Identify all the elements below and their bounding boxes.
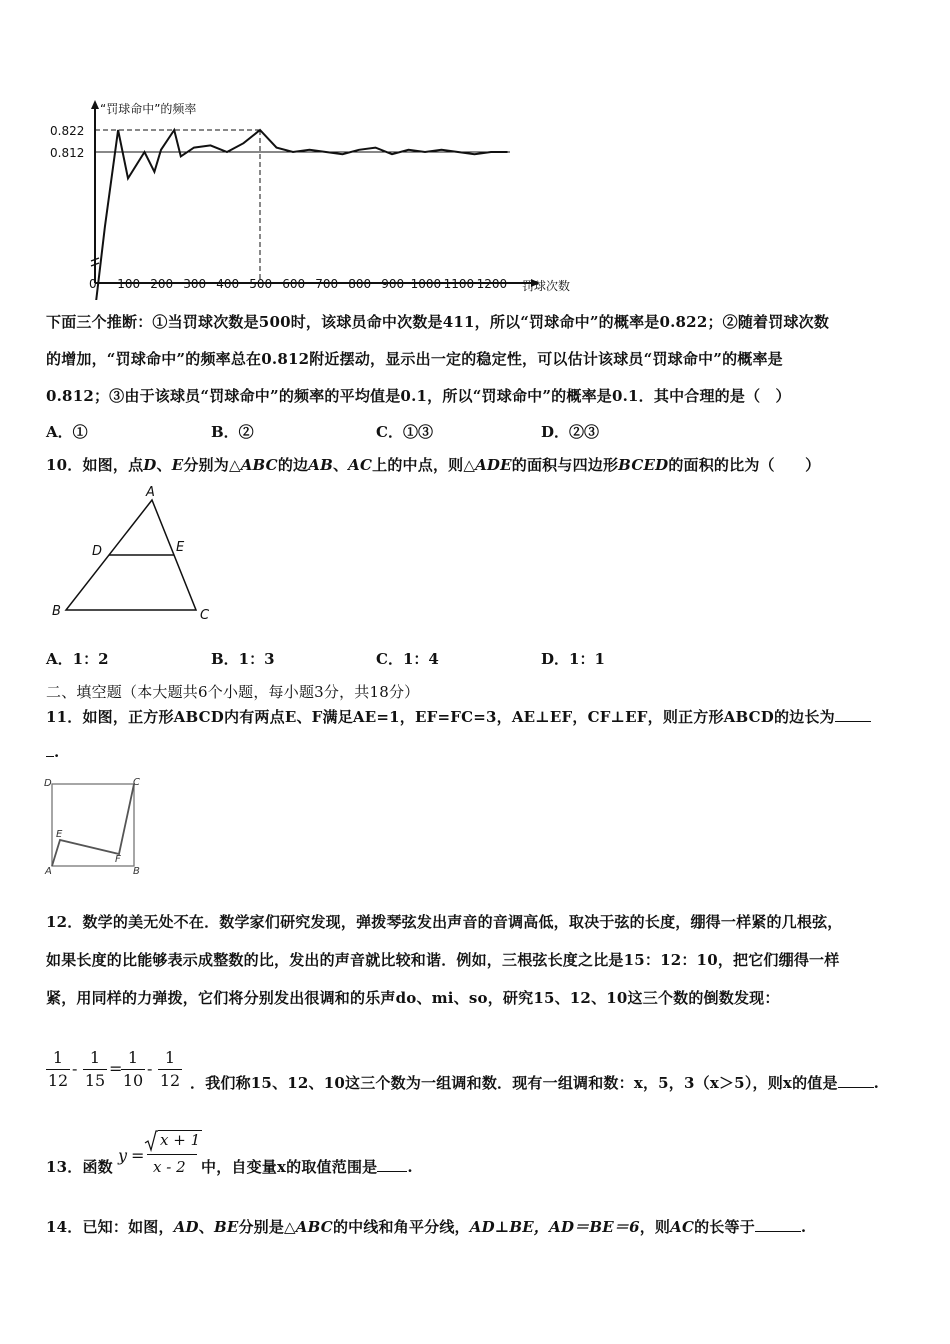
- label-b: B: [52, 604, 61, 619]
- frequency-chart: [40, 95, 600, 300]
- q12-minus-1: -: [72, 1059, 78, 1078]
- x-tick-300: 300: [183, 277, 207, 291]
- q9-stem-line-3: 0.812；③由于该球员“罚球命中”的频率的平均值是0.1，所以“罚球命中”的概率是0.1．其中合理的是（ ）: [46, 387, 791, 405]
- label-f: F: [115, 854, 121, 865]
- q9-option-c: C．①③: [376, 423, 433, 441]
- x-tick-900: 900: [381, 277, 405, 291]
- section-2-heading: 二、填空题（本大题共6个小题，每小题3分，共18分）: [46, 683, 420, 701]
- q9-option-d: D．②③: [541, 423, 600, 441]
- x-axis-label: 罚球次数: [522, 279, 571, 293]
- x-tick-100: 100: [117, 277, 141, 291]
- x-tick-600: 600: [282, 277, 306, 291]
- label-d: D: [92, 544, 103, 559]
- square-abcd: [52, 784, 134, 866]
- q10-triangle-figure: [44, 483, 224, 628]
- x-tick-200: 200: [150, 277, 174, 291]
- x-tick-700: 700: [315, 277, 339, 291]
- q13-fraction-bar: [147, 1154, 197, 1155]
- q12-fraction-2: 1 15: [84, 1048, 106, 1090]
- x-tick-400: 400: [216, 277, 240, 291]
- q14-stem: 14．已知：如图，AD、BE分别是△ABC的中线和角平分线，AD⊥BE，AD＝BE＝6，则AC的长等于 .: [46, 1218, 807, 1236]
- y-tick-0812: 0.812: [50, 146, 85, 160]
- label-c: C: [200, 608, 210, 623]
- q12-fraction-4: 1 12: [159, 1048, 181, 1090]
- q11-stem-end: .: [46, 742, 59, 761]
- x-tick-1000: 1000: [410, 277, 442, 291]
- q12-line-4: ．我们称15、12、10这三个数为一组调和数．现有一组调和数：x，5，3（x＞5），则x的值是 .: [190, 1074, 880, 1092]
- q10-stem: 10．如图，点D、E分别为△ABC的边AB、AC上的中点，则△ADE的面积与四边形BCED的面积的比为（ ）: [46, 456, 821, 474]
- q12-minus-2: -: [147, 1059, 153, 1078]
- q11-stem: 11．如图，正方形ABCD内有两点E、F满足AE=1，EF=FC=3，AE⊥EF，CF⊥EF，则正方形ABCD的边长为: [46, 706, 871, 727]
- q12-line-3: 紧，用同样的力弹拨，它们将分别发出很调和的乐声do、mi、so，研究15、12、10这三个数的倒数发现：: [46, 989, 780, 1007]
- label-b: B: [133, 866, 140, 876]
- x-tick-1100: 1100: [443, 277, 475, 291]
- q12-fraction-3: 1 10: [122, 1048, 144, 1090]
- label-a: A: [146, 485, 155, 500]
- label-e: E: [56, 829, 63, 840]
- label-c: C: [133, 777, 140, 788]
- x-tick-800: 800: [348, 277, 372, 291]
- q10-option-c: C．1：4: [376, 650, 439, 668]
- label-d: D: [44, 778, 52, 789]
- q9-option-b: B．②: [211, 423, 254, 441]
- y-axis-arrow: [91, 100, 99, 109]
- q13-pre: 13．函数: [46, 1158, 113, 1176]
- sqrt-radical-icon: [144, 1130, 158, 1152]
- label-a: A: [45, 866, 52, 876]
- frequency-series-line: [95, 130, 508, 300]
- q9-option-a: A．①: [46, 423, 88, 441]
- x-tick-0: 0: [89, 277, 97, 291]
- q13-denominator: x - 2: [153, 1158, 186, 1176]
- q13-y: y: [118, 1146, 128, 1165]
- q10-option-b: B．1：3: [211, 650, 275, 668]
- y-tick-0822: 0.822: [50, 124, 85, 138]
- label-e: E: [176, 540, 185, 555]
- q10-option-d: D．1：1: [541, 650, 605, 668]
- q13-eq: =: [131, 1146, 145, 1165]
- q12-equals: =: [109, 1059, 123, 1078]
- q9-stem-line-2: 的增加，“罚球命中”的频率总在0.812附近摆动，显示出一定的稳定性，可以估计该球员“罚球命中”的概率是: [46, 350, 783, 368]
- x-tick-labels: [89, 277, 507, 291]
- x-tick-1200: 1200: [476, 277, 508, 291]
- q13-radicand: x + 1: [160, 1131, 201, 1149]
- y-axis-label: “罚球命中”的频率: [100, 102, 197, 116]
- q9-stem-line-1: 下面三个推断：①当罚球次数是500时，该球员命中次数是411，所以“罚球命中”的概率是0.822；②随着罚球次数: [46, 313, 830, 331]
- x-tick-500: 500: [249, 277, 273, 291]
- q11-square-figure: [42, 774, 152, 876]
- q13-post: 中，自变量x的取值范围是 .: [201, 1158, 413, 1176]
- q10-option-a: A．1：2: [46, 650, 109, 668]
- path-a-e-f-c: [52, 784, 134, 866]
- q12-line-1: 12．数学的美无处不在．数学家们研究发现，弹拨琴弦发出声音的音调高低，取决于弦的长度，绷得一样紧的几根弦，: [46, 913, 843, 931]
- q12-fraction-1: 1 12: [47, 1048, 69, 1090]
- q12-line-2: 如果长度的比能够表示成整数的比，发出的声音就比较和谐．例如，三根弦长度之比是15：12：10，把它们绷得一样: [46, 951, 840, 969]
